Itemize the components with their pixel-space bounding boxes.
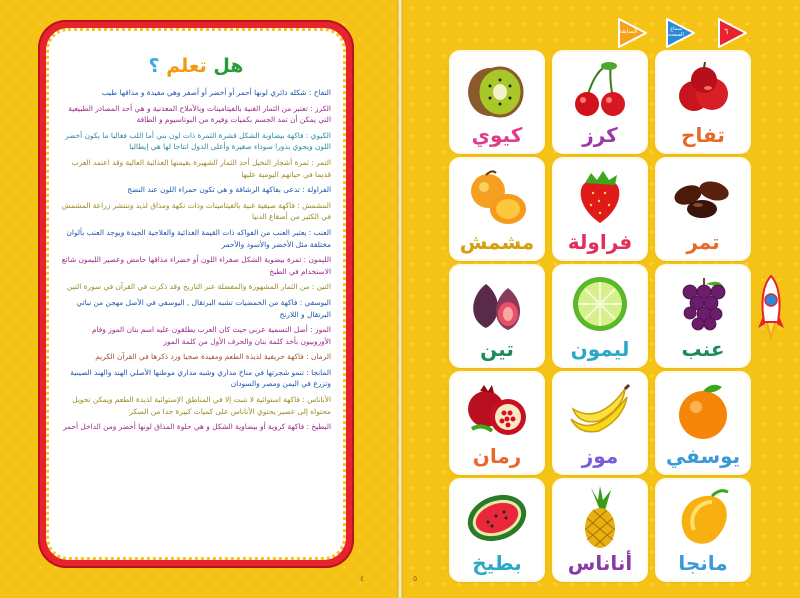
fact-item: الموز : أصل التسمية عربي حيث كان العرب يطلقون عليه اسم بنان الموز وقام الأوروبيون بأخذ كلمة بنان والحرف الأول من كلمة الموز bbox=[91, 325, 331, 346]
fact-item: المشمش : فاكهة صيفية غنية بالفيتامينات وذات نكهة ومذاق لذيذ وتنتشر زراعة المشمش في الكثير من أصقاع الدنيا bbox=[61, 200, 331, 222]
fact-item: التين : من الثمار المشهورة والمفضلة عبر التاريخ وقد ذكرت في القرآن في سورة التين bbox=[66, 282, 331, 292]
fruit-name: تمر bbox=[686, 230, 720, 254]
fact-item: الفراولة : تدعى بفاكهة الرشاقة و هي تكون حمراء اللون عند النضج bbox=[127, 185, 331, 195]
strawberry-icon bbox=[565, 165, 635, 227]
fruit-card[interactable] bbox=[554, 159, 646, 259]
fruit-name: ليمون bbox=[570, 337, 630, 361]
fruit-card[interactable] bbox=[554, 373, 646, 473]
fruit-card[interactable] bbox=[554, 266, 646, 366]
lime-icon bbox=[565, 272, 635, 334]
right-page bbox=[403, 0, 800, 598]
play-red-icon bbox=[715, 16, 749, 50]
listen-page-button[interactable] bbox=[663, 16, 697, 50]
fruit-card[interactable] bbox=[451, 480, 543, 580]
fruit-card[interactable] bbox=[451, 373, 543, 473]
dates-icon bbox=[668, 165, 738, 227]
fruit-name: تين bbox=[480, 337, 514, 361]
fact-item: الكرز : تعتبر من الثمار الغنية بالفيتامينات وبالأملاح المعدنية و هي أحد المصادر الطبيعية التي يمكن أن تمد الجسم بكميات وفيرة من البوتاسيوم و الطاقة bbox=[68, 103, 331, 125]
facts-panel bbox=[46, 28, 346, 560]
left-page bbox=[0, 0, 397, 598]
fruit-name: رمان bbox=[472, 444, 522, 468]
watermelon-icon bbox=[462, 486, 532, 548]
fact-item: الكيوي : فاكهة بيضاوية الشكل قشرة الثمرة ذات لون بني أما اللب فغالبا ما يكون أخضر اللون ويحوي بذورا سوداء صغيرة وأعلى الدول انتاجا لها هي إيطاليا bbox=[65, 130, 331, 152]
page-number-left: ٤ bbox=[360, 574, 365, 583]
fact-item: الرمان : فاكهة خريفية لذيذة الطعم ومفيدة صحيا ورد ذكرها في القرآن الكريم bbox=[95, 352, 331, 362]
page-number-right: ٥ bbox=[413, 574, 418, 583]
fruit-name: كرز bbox=[582, 123, 618, 147]
title-word-taalam: تعلم bbox=[166, 55, 207, 77]
fact-item: البطيخ : فاكهة كروية أو بيضاوية الشكل و هي حلوة المذاق لونها أخضر ومن الداخل أحمر bbox=[63, 422, 331, 432]
apricot-icon bbox=[462, 165, 532, 227]
fact-item: الليمون : ثمرة بيضوية الشكل صفراء اللون أو خضراء مذاقها حامض وعصير الليمون شائع الاستخدام في الطبخ bbox=[61, 255, 331, 276]
fruit-name: أناناس bbox=[567, 551, 633, 575]
fruit-card[interactable] bbox=[657, 52, 749, 152]
previous-page-button[interactable] bbox=[615, 16, 649, 50]
fact-item: التفاح : شكله دائري لونها أحمر أو أخضر أو أصفر وهي مفيدة و مذاقها طيب bbox=[101, 88, 331, 97]
fruit-card[interactable] bbox=[657, 480, 749, 580]
grapes-icon bbox=[668, 272, 738, 334]
next-page-label: ٦ bbox=[724, 27, 729, 36]
banana-icon bbox=[565, 379, 635, 441]
mango-icon bbox=[668, 486, 738, 548]
cherry-icon bbox=[565, 58, 635, 120]
fruit-card[interactable] bbox=[657, 266, 749, 366]
fruit-card[interactable] bbox=[451, 52, 543, 152]
fruit-name: مشمش bbox=[459, 230, 535, 254]
fact-item: العنب : يعتبر العنب من الفواكه ذات القيمة الغذائية والعلاجية الجيدة ويوجد العنب بألوان مختلفة مثل الأخضر والأسود والأحمر bbox=[66, 227, 331, 249]
fruit-name: عنب bbox=[681, 337, 725, 361]
fruit-card[interactable] bbox=[554, 52, 646, 152]
rocket-icon[interactable] bbox=[756, 274, 786, 346]
fruit-name: تفاح bbox=[681, 123, 725, 147]
fruit-name: موز bbox=[581, 444, 619, 468]
previous-page-label: السابقة bbox=[619, 28, 638, 35]
fruit-grid bbox=[451, 52, 749, 580]
fruit-card[interactable] bbox=[657, 373, 749, 473]
title-question-mark: ؟ bbox=[148, 55, 160, 77]
orange-icon bbox=[668, 379, 738, 441]
title-word-hal: هل bbox=[213, 55, 244, 77]
fact-item: المانجا : تنمو شجرتها في مناخ مداري وشبه مداري موطنها الأصلي الهند والهند الصينية وتزرع في اليمن ومصر والسودان bbox=[70, 367, 331, 389]
fact-item: اليوسفي : فاكهة من الحمضيات تشبه البرتقال , اليوسفي في الأصل مهجن من نباتي البرتقال و اللارنج bbox=[76, 297, 331, 319]
fruit-name: فراولة bbox=[567, 230, 633, 254]
page-title bbox=[49, 55, 343, 77]
fruit-card[interactable] bbox=[451, 266, 543, 366]
fruit-name: كيوي bbox=[471, 123, 523, 147]
kiwi-icon bbox=[462, 58, 532, 120]
apple-icon bbox=[668, 58, 738, 120]
fruit-card[interactable] bbox=[657, 159, 749, 259]
fruit-name: مانجا bbox=[678, 551, 728, 575]
pomegranate-icon bbox=[462, 379, 532, 441]
fig-icon bbox=[462, 272, 532, 334]
facts-list bbox=[61, 87, 331, 437]
fact-item: الأناناس : فاكهة استوائية لا تنبت إلا في المناطق الإستوائية لذيذة الطعم ويمكن تحويل محتواه إلى عصير يحتوي الأناناس على كميات كبيرة جدا من السكر bbox=[72, 395, 331, 416]
fruit-card[interactable] bbox=[554, 480, 646, 580]
listen-page-label: سماع الصفحة bbox=[668, 26, 684, 38]
fruit-card[interactable] bbox=[451, 159, 543, 259]
facts-frame bbox=[38, 20, 354, 568]
fact-item: التمر : ثمرة أشجار النخيل أحد الثمار الشهيرة بقيمتها الغذائية العالية وقد اعتمد العرب قديما في حياتهم اليومية عليها bbox=[71, 157, 331, 179]
pineapple-icon bbox=[565, 486, 635, 548]
fruit-name: يوسفي bbox=[665, 444, 741, 468]
fruit-name: بطيخ bbox=[472, 551, 522, 575]
next-page-button[interactable] bbox=[715, 16, 749, 50]
